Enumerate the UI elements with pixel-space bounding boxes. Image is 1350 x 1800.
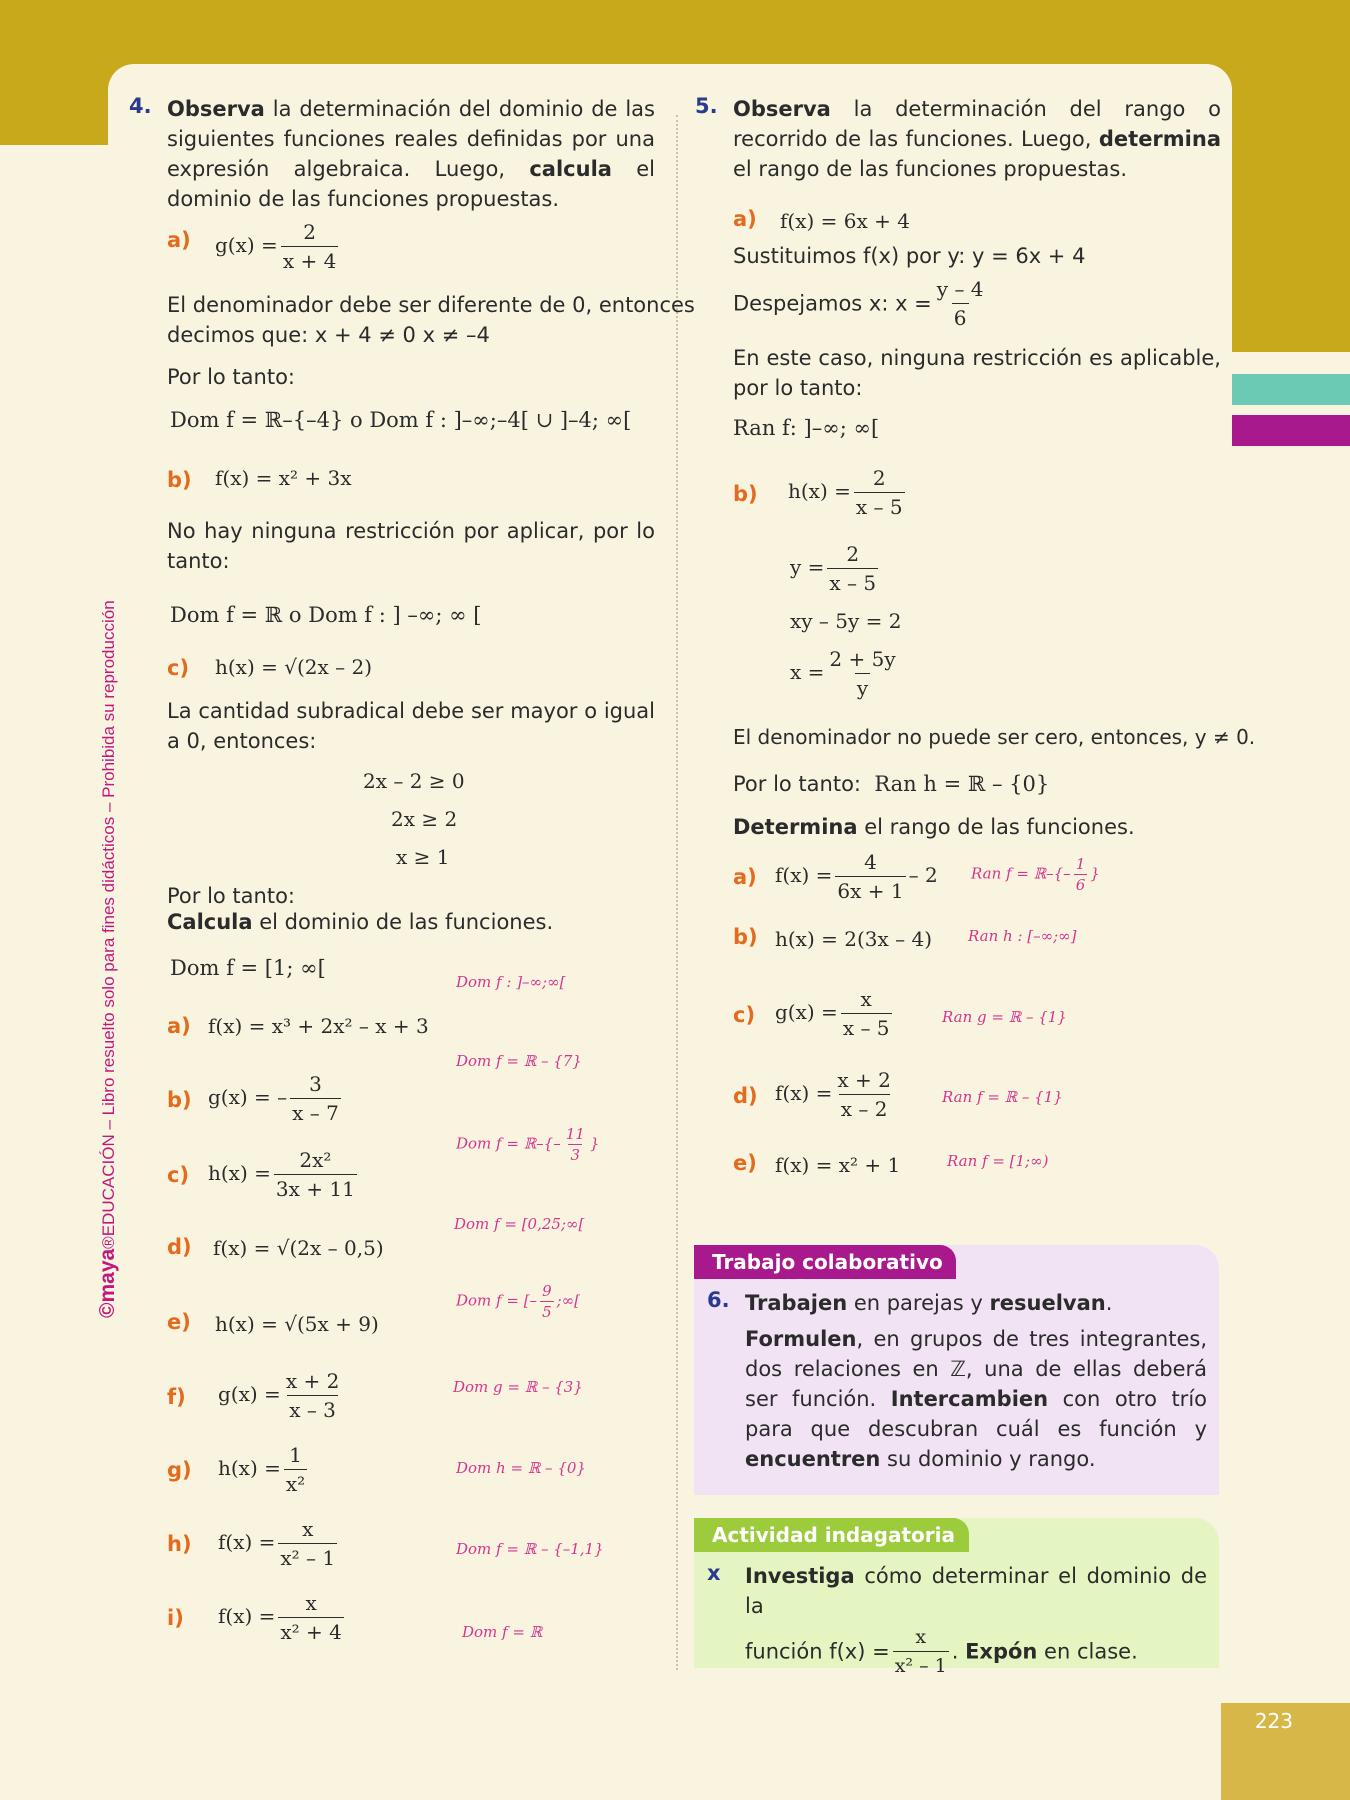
answer-e: Dom f = [– $\frac{9}{5}$ ;∞[ — [456, 1282, 581, 1321]
item-label: d) — [167, 1235, 192, 1259]
answer-c: Dom f = ℝ–{– $\frac{11}{3}$ } — [456, 1125, 600, 1164]
exercise-7-line2: función f(x) = $\frac{x}{\text{x² – 1}}$ . Expón en clase. — [745, 1626, 1138, 1677]
function-fraction: h(x) = $\frac{\text{2x²}}{3x + 11}$ — [208, 1148, 355, 1201]
purple-tab-strip — [1232, 415, 1350, 446]
function-fraction: g(x) = $\frac{x + 2}{x - 3}$ — [218, 1369, 340, 1422]
exercise-6-body: Formulen, en grupos de tres integrantes, dos relaciones en ℤ, una de ellas deberá ser función. Intercambien con otro trío para que descubran cuál es función y encuentren su dominio y rango. — [745, 1327, 1207, 1471]
explanation-text: La cantidad subradical debe ser mayor o igual a 0, entonces: — [167, 699, 655, 753]
item-label: b) — [167, 468, 192, 492]
item-label: c) — [167, 1163, 190, 1187]
answer-d: Ran f = ℝ – {1} — [942, 1088, 1063, 1106]
teal-tab-strip — [1232, 374, 1350, 405]
explanation-text: decimos que: x + 4 ≠ 0 x ≠ –4 — [167, 323, 490, 347]
equation: xy – 5y = 2 — [790, 609, 902, 633]
column-divider — [676, 115, 678, 1670]
page-number: 223 — [1254, 1709, 1293, 1733]
answer-g: Dom h = ℝ – {0} — [456, 1459, 586, 1477]
item-label: b) — [167, 1088, 192, 1112]
explanation-text: El denominador debe ser diferente de 0, entonces — [167, 293, 695, 317]
exercise-7-line1: Investiga cómo determinar el dominio de la — [745, 1564, 1207, 1618]
explanation-text: Despejamos x: x = $\frac{y - 4}{6}$ — [733, 277, 984, 330]
item-label: c) — [167, 656, 190, 680]
answer-b: Dom f = ℝ – {7} — [456, 1052, 582, 1070]
exercise-number: 6. — [707, 1288, 730, 1312]
function-expression: h(x) = 2(3x – 4) — [775, 927, 933, 951]
item-label: f) — [167, 1385, 186, 1409]
item-label: b) — [733, 925, 758, 949]
explanation-text: En este caso, ninguna restricción es aplicable, por lo tanto: — [733, 346, 1221, 400]
function-expression: h(x) = √(5x + 9) — [215, 1312, 379, 1336]
item-label: h) — [167, 1532, 192, 1556]
collaborative-header: Trabajo colaborativo — [694, 1245, 956, 1279]
exercise-number: 4. — [129, 94, 152, 118]
exercise-6-line1: Trabajen en parejas y resuelvan. — [745, 1291, 1113, 1315]
exercise-5-intro: Observa la determinación del rango o recorrido de las funciones. Luego, determina el rango de las funciones propuestas. — [733, 97, 1221, 181]
function-expression: h(x) = √(2x – 2) — [215, 655, 373, 679]
function-fraction: h(x) = $\frac{2}{x - 5}$ — [788, 466, 903, 519]
answer-h: Dom f = ℝ – {–1,1} — [456, 1540, 604, 1558]
explanation-text: Sustituimos f(x) por y: y = 6x + 4 — [733, 244, 1086, 268]
calcula-heading: Calcula el dominio de las funciones. — [167, 910, 554, 934]
exercise-number: 5. — [695, 94, 718, 118]
domain-result: Dom f = ℝ o Dom f : ] –∞; ∞ [ — [170, 603, 482, 627]
item-label: d) — [733, 1084, 758, 1108]
item-label: a) — [167, 1014, 191, 1038]
function-expression: f(x) = x² + 1 — [775, 1153, 901, 1177]
item-label: a) — [733, 865, 757, 889]
equation-fraction: y = $\frac{2}{x - 5}$ — [790, 542, 877, 595]
answer-b: Ran h : [–∞;∞] — [968, 927, 1077, 945]
answer-a: Ran f = ℝ–{– $\frac{1}{6}$ } — [971, 855, 1100, 894]
answer-d: Dom f = [0,25;∞[ — [454, 1215, 585, 1233]
explanation-text: El denominador no puede ser cero, entonces, y ≠ 0. — [733, 725, 1256, 749]
right-color-band — [1232, 0, 1350, 352]
answer-c: Ran g = ℝ – {1} — [942, 1008, 1067, 1026]
function-expression: f(x) = √(2x – 0,5) — [213, 1236, 384, 1260]
function-fraction: g(x) = – $\frac{3}{x - 7}$ — [208, 1072, 339, 1125]
function-fraction: f(x) = $\frac{x}{\text{x² + 4}}$ — [218, 1591, 342, 1644]
equation-fraction: x = $\frac{2 + 5y}{y}$ — [790, 647, 896, 700]
answer-a: Dom f : ]–∞;∞[ — [456, 973, 566, 991]
range-result: Ran f: ]–∞; ∞[ — [733, 416, 880, 440]
function-fraction: f(x) = $\frac{4}{6x + 1}$ – 2 — [775, 850, 938, 903]
item-label: a) — [733, 207, 757, 231]
therefore-text: Por lo tanto: Ran h = ℝ – {0} — [733, 772, 1050, 796]
item-label: e) — [167, 1310, 191, 1334]
inequality: 2x – 2 ≥ 0 — [363, 769, 465, 793]
inequality: 2x ≥ 2 — [391, 807, 458, 831]
exercise-6 — [707, 1288, 1207, 1474]
answer-f: Dom g = ℝ – {3} — [453, 1378, 583, 1396]
exercise-4 — [129, 94, 656, 214]
brand-logo-text: ©maya — [96, 1248, 119, 1318]
item-label: i) — [167, 1606, 184, 1630]
side-copyright — [96, 488, 120, 1318]
function-expression: f(x) = x² + 3x — [215, 466, 352, 490]
function-fraction: g(x) = $\frac{x}{x - 5}$ — [775, 987, 890, 1040]
exercise-number: x — [707, 1561, 721, 1585]
answer-e: Ran f = [1;∞) — [947, 1152, 1049, 1170]
exercise-7 — [707, 1561, 1207, 1678]
domain-result: Dom f = [1; ∞[ — [170, 956, 326, 980]
item-label: a) — [167, 228, 191, 252]
function-fraction: h(x) = $\frac{1}{\text{x²}}$ — [218, 1443, 306, 1496]
exercise-4-intro: Observa la determinación del dominio de las siguientes funciones reales definidas por una expresión algebraica. Luego, calcula el dominio de las funciones propuestas. — [167, 97, 656, 211]
answer-i: Dom f = ℝ — [462, 1623, 543, 1641]
item-label: e) — [733, 1151, 757, 1175]
therefore-text: Por lo tanto: — [167, 365, 295, 389]
item-label: b) — [733, 482, 758, 506]
inequality: x ≥ 1 — [396, 845, 450, 869]
function-g-fraction: g(x) = $\frac{2}{x + 4}$ — [215, 220, 337, 273]
therefore-text: Por lo tanto: — [167, 884, 295, 908]
item-label: c) — [733, 1003, 756, 1027]
copyright-text: ®EDUCACIÓN – Libro resuelto solo para fines didácticos – Prohibida su reproducción — [99, 600, 118, 1249]
function-fraction: f(x) = $\frac{x + 2}{x - 2}$ — [775, 1068, 891, 1121]
inquiry-header: Actividad indagatoria — [694, 1518, 969, 1552]
function-expression: f(x) = x³ + 2x² – x + 3 — [208, 1014, 429, 1038]
exercise-5 — [695, 94, 1221, 184]
determina-heading: Determina el rango de las funciones. — [733, 815, 1135, 839]
item-label: g) — [167, 1458, 192, 1482]
explanation-text: No hay ninguna restricción por aplicar, por lo tanto: — [167, 519, 655, 573]
function-fraction: f(x) = $\frac{x}{\text{x² – 1}}$ — [218, 1517, 336, 1570]
function-expression: f(x) = 6x + 4 — [780, 209, 910, 233]
domain-result: Dom f = ℝ–{–4} o Dom f : ]–∞;–4[ ∪ ]–4; ∞[ — [170, 408, 632, 432]
